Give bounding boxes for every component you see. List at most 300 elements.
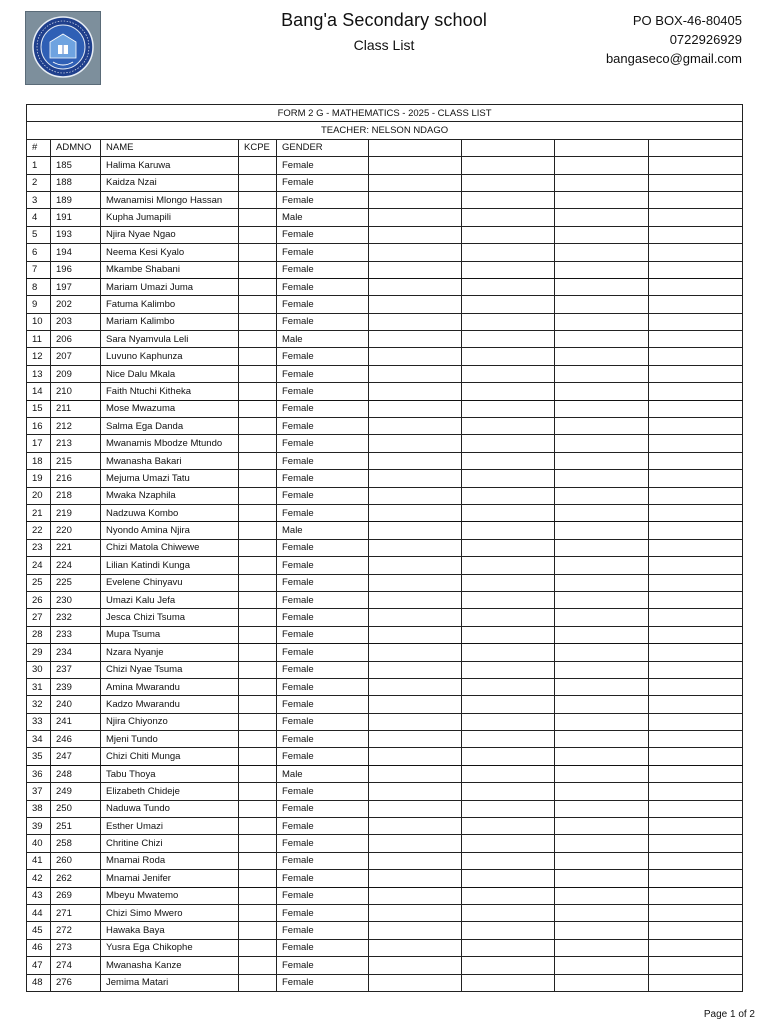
table-row [27, 365, 743, 382]
table-row [27, 800, 743, 817]
row-number: 37 [27, 783, 51, 800]
student-gender: Female [277, 609, 369, 626]
admission-number: 273 [51, 939, 101, 956]
blank-cell [649, 974, 743, 991]
blank-cell [462, 157, 555, 174]
table-row [27, 644, 743, 661]
kcpe-score [239, 887, 277, 904]
student-name: Chizi Simo Mwero [101, 904, 239, 921]
blank-cell [649, 157, 743, 174]
row-number: 41 [27, 852, 51, 869]
student-name: Mwaka Nzaphila [101, 487, 239, 504]
blank-cell [555, 278, 649, 295]
blank-cell [369, 313, 462, 330]
kcpe-score [239, 870, 277, 887]
blank-cell [555, 261, 649, 278]
blank-cell [462, 470, 555, 487]
kcpe-score [239, 678, 277, 695]
blank-cell [555, 783, 649, 800]
student-name: Mariam Kalimbo [101, 313, 239, 330]
student-name: Luvuno Kaphunza [101, 348, 239, 365]
admission-number: 234 [51, 644, 101, 661]
student-name: Kupha Jumapili [101, 209, 239, 226]
blank-cell [369, 470, 462, 487]
student-gender: Female [277, 296, 369, 313]
blank-cell [555, 209, 649, 226]
blank-cell [649, 487, 743, 504]
blank-cell [649, 731, 743, 748]
admission-number: 207 [51, 348, 101, 365]
admission-number: 241 [51, 713, 101, 730]
table-row [27, 783, 743, 800]
blank-cell [369, 818, 462, 835]
blank-cell [369, 296, 462, 313]
blank-cell [369, 504, 462, 521]
email-address: bangaseco@gmail.com [605, 51, 742, 66]
kcpe-score [239, 383, 277, 400]
blank-cell [462, 418, 555, 435]
admission-number: 276 [51, 974, 101, 991]
blank-cell [649, 348, 743, 365]
phone-number: 0722926929 [669, 32, 742, 47]
student-name: Mnamai Roda [101, 852, 239, 869]
blank-cell [462, 922, 555, 939]
blank-cell [369, 539, 462, 556]
row-number: 9 [27, 296, 51, 313]
kcpe-score [239, 313, 277, 330]
blank-cell [369, 887, 462, 904]
kcpe-score [239, 296, 277, 313]
student-gender: Female [277, 696, 369, 713]
blank-cell [462, 365, 555, 382]
blank-cell [369, 487, 462, 504]
table-row [27, 835, 743, 852]
student-name: Yusra Ega Chikophe [101, 939, 239, 956]
row-number: 45 [27, 922, 51, 939]
blank-cell [462, 904, 555, 921]
kcpe-score [239, 922, 277, 939]
blank-cell [369, 191, 462, 208]
table-row [27, 470, 743, 487]
student-gender: Female [277, 278, 369, 295]
table-row [27, 661, 743, 678]
blank-cell [462, 661, 555, 678]
student-name: Naduwa Tundo [101, 800, 239, 817]
column-header [462, 139, 555, 156]
row-number: 17 [27, 435, 51, 452]
kcpe-score [239, 504, 277, 521]
kcpe-score [239, 487, 277, 504]
kcpe-score [239, 191, 277, 208]
column-header: KCPE [239, 139, 277, 156]
blank-cell [555, 435, 649, 452]
student-gender: Female [277, 678, 369, 695]
row-number: 23 [27, 539, 51, 556]
table-row [27, 261, 743, 278]
student-name: Mkambe Shabani [101, 261, 239, 278]
blank-cell [555, 887, 649, 904]
student-gender: Female [277, 174, 369, 191]
blank-cell [555, 296, 649, 313]
blank-cell [369, 678, 462, 695]
student-gender: Female [277, 713, 369, 730]
blank-cell [555, 765, 649, 782]
blank-cell [369, 765, 462, 782]
table-row [27, 974, 743, 991]
student-name: Nice Dalu Mkala [101, 365, 239, 382]
admission-number: 240 [51, 696, 101, 713]
blank-cell [649, 904, 743, 921]
student-gender: Female [277, 870, 369, 887]
table-row [27, 765, 743, 782]
kcpe-score [239, 418, 277, 435]
blank-cell [369, 922, 462, 939]
blank-cell [462, 591, 555, 608]
blank-cell [369, 418, 462, 435]
student-name: Esther Umazi [101, 818, 239, 835]
admission-number: 191 [51, 209, 101, 226]
admission-number: 262 [51, 870, 101, 887]
blank-cell [462, 783, 555, 800]
blank-cell [369, 452, 462, 469]
admission-number: 202 [51, 296, 101, 313]
admission-number: 188 [51, 174, 101, 191]
admission-number: 206 [51, 331, 101, 348]
column-header: GENDER [277, 139, 369, 156]
blank-cell [555, 626, 649, 643]
table-row [27, 244, 743, 261]
table-row [27, 939, 743, 956]
blank-cell [462, 713, 555, 730]
blank-cell [555, 974, 649, 991]
student-name: Hawaka Baya [101, 922, 239, 939]
blank-cell [555, 244, 649, 261]
blank-cell [369, 835, 462, 852]
student-gender: Male [277, 209, 369, 226]
teacher-row [27, 122, 743, 139]
blank-cell [649, 418, 743, 435]
blank-cell [369, 852, 462, 869]
row-number: 22 [27, 522, 51, 539]
blank-cell [369, 974, 462, 991]
blank-cell [369, 365, 462, 382]
kcpe-score [239, 765, 277, 782]
table-row [27, 557, 743, 574]
blank-cell [649, 696, 743, 713]
student-name: Faith Ntuchi Kitheka [101, 383, 239, 400]
blank-cell [462, 348, 555, 365]
row-number: 39 [27, 818, 51, 835]
table-row [27, 748, 743, 765]
blank-cell [369, 522, 462, 539]
admission-number: 271 [51, 904, 101, 921]
student-gender: Female [277, 626, 369, 643]
blank-cell [649, 748, 743, 765]
kcpe-score [239, 783, 277, 800]
blank-cell [555, 574, 649, 591]
row-number: 32 [27, 696, 51, 713]
admission-number: 211 [51, 400, 101, 417]
student-name: Mwanamis Mbodze Mtundo [101, 435, 239, 452]
page-number: Page 1 of 2 [703, 1009, 755, 1020]
blank-cell [462, 191, 555, 208]
kcpe-score [239, 609, 277, 626]
student-gender: Female [277, 887, 369, 904]
row-number: 11 [27, 331, 51, 348]
table-row [27, 904, 743, 921]
table-row [27, 348, 743, 365]
blank-cell [369, 748, 462, 765]
blank-cell [369, 800, 462, 817]
blank-cell [555, 400, 649, 417]
admission-number: 185 [51, 157, 101, 174]
student-name: Halima Karuwa [101, 157, 239, 174]
blank-cell [369, 226, 462, 243]
table-row [27, 487, 743, 504]
admission-number: 269 [51, 887, 101, 904]
column-header: NAME [101, 139, 239, 156]
admission-number: 215 [51, 452, 101, 469]
table-row [27, 957, 743, 974]
admission-number: 233 [51, 626, 101, 643]
admission-number: 213 [51, 435, 101, 452]
kcpe-score [239, 557, 277, 574]
blank-cell [649, 557, 743, 574]
kcpe-score [239, 626, 277, 643]
student-gender: Female [277, 191, 369, 208]
row-number: 16 [27, 418, 51, 435]
blank-cell [649, 609, 743, 626]
student-gender: Female [277, 226, 369, 243]
column-header [555, 139, 649, 156]
student-gender: Female [277, 313, 369, 330]
admission-number: 246 [51, 731, 101, 748]
kcpe-score [239, 904, 277, 921]
blank-cell [649, 678, 743, 695]
blank-cell [649, 174, 743, 191]
admission-number: 194 [51, 244, 101, 261]
kcpe-score [239, 452, 277, 469]
blank-cell [555, 922, 649, 939]
table-row [27, 539, 743, 556]
blank-cell [555, 470, 649, 487]
blank-cell [555, 452, 649, 469]
student-name: Evelene Chinyavu [101, 574, 239, 591]
blank-cell [369, 261, 462, 278]
column-header [369, 139, 462, 156]
kcpe-score [239, 174, 277, 191]
student-gender: Female [277, 783, 369, 800]
table-row [27, 418, 743, 435]
blank-cell [649, 365, 743, 382]
student-name: Chizi Nyae Tsuma [101, 661, 239, 678]
row-number: 38 [27, 800, 51, 817]
blank-cell [555, 313, 649, 330]
blank-cell [462, 609, 555, 626]
student-name: Jesca Chizi Tsuma [101, 609, 239, 626]
blank-cell [369, 244, 462, 261]
blank-cell [649, 887, 743, 904]
blank-cell [555, 957, 649, 974]
blank-cell [462, 644, 555, 661]
student-gender: Female [277, 504, 369, 521]
student-gender: Female [277, 574, 369, 591]
blank-cell [369, 609, 462, 626]
table-row [27, 157, 743, 174]
blank-cell [649, 939, 743, 956]
admission-number: 221 [51, 539, 101, 556]
student-name: Elizabeth Chideje [101, 783, 239, 800]
blank-cell [555, 226, 649, 243]
row-number: 29 [27, 644, 51, 661]
row-number: 44 [27, 904, 51, 921]
row-number: 12 [27, 348, 51, 365]
admission-number: 189 [51, 191, 101, 208]
blank-cell [649, 818, 743, 835]
row-number: 20 [27, 487, 51, 504]
po-box: PO BOX-46-80405 [632, 13, 742, 28]
row-number: 35 [27, 748, 51, 765]
blank-cell [369, 870, 462, 887]
blank-cell [369, 157, 462, 174]
table-row [27, 922, 743, 939]
blank-cell [649, 435, 743, 452]
table-title-row [27, 105, 743, 122]
row-number: 7 [27, 261, 51, 278]
kcpe-score [239, 713, 277, 730]
blank-cell [555, 904, 649, 921]
blank-cell [555, 591, 649, 608]
student-name: Salma Ega Danda [101, 418, 239, 435]
kcpe-score [239, 226, 277, 243]
student-gender: Female [277, 644, 369, 661]
row-number: 24 [27, 557, 51, 574]
blank-cell [462, 313, 555, 330]
student-name: Nadzuwa Kombo [101, 504, 239, 521]
kcpe-score [239, 974, 277, 991]
blank-cell [555, 678, 649, 695]
table-row [27, 887, 743, 904]
table-row [27, 313, 743, 330]
row-number: 27 [27, 609, 51, 626]
admission-number: 216 [51, 470, 101, 487]
student-name: Nyondo Amina Njira [101, 522, 239, 539]
admission-number: 258 [51, 835, 101, 852]
blank-cell [649, 922, 743, 939]
row-number: 6 [27, 244, 51, 261]
admission-number: 232 [51, 609, 101, 626]
blank-cell [462, 296, 555, 313]
row-number: 34 [27, 731, 51, 748]
row-number: 43 [27, 887, 51, 904]
blank-cell [462, 800, 555, 817]
blank-cell [649, 191, 743, 208]
row-number: 4 [27, 209, 51, 226]
admission-number: 272 [51, 922, 101, 939]
admission-number: 220 [51, 522, 101, 539]
admission-number: 239 [51, 678, 101, 695]
blank-cell [649, 244, 743, 261]
student-name: Mbeyu Mwatemo [101, 887, 239, 904]
contact-block [606, 11, 742, 68]
table-row [27, 191, 743, 208]
student-gender: Male [277, 331, 369, 348]
row-number: 46 [27, 939, 51, 956]
kcpe-score [239, 348, 277, 365]
kcpe-score [239, 818, 277, 835]
table-row [27, 591, 743, 608]
admission-number: 225 [51, 574, 101, 591]
row-number: 30 [27, 661, 51, 678]
student-gender: Female [277, 348, 369, 365]
row-number: 42 [27, 870, 51, 887]
blank-cell [462, 835, 555, 852]
table-row [27, 452, 743, 469]
blank-cell [462, 678, 555, 695]
blank-cell [649, 591, 743, 608]
kcpe-score [239, 957, 277, 974]
blank-cell [369, 713, 462, 730]
student-name: Lilian Katindi Kunga [101, 557, 239, 574]
blank-cell [555, 191, 649, 208]
blank-cell [649, 261, 743, 278]
student-gender: Female [277, 731, 369, 748]
blank-cell [369, 644, 462, 661]
blank-cell [649, 470, 743, 487]
blank-cell [649, 296, 743, 313]
admission-number: 230 [51, 591, 101, 608]
kcpe-score [239, 661, 277, 678]
blank-cell [462, 731, 555, 748]
student-name: Mwanasha Kanze [101, 957, 239, 974]
blank-cell [555, 713, 649, 730]
table-row [27, 278, 743, 295]
blank-cell [555, 522, 649, 539]
blank-cell [555, 731, 649, 748]
document-title: Class List [353, 37, 415, 53]
row-number: 21 [27, 504, 51, 521]
kcpe-score [239, 157, 277, 174]
blank-cell [555, 365, 649, 382]
blank-cell [369, 435, 462, 452]
blank-cell [649, 331, 743, 348]
blank-cell [462, 939, 555, 956]
blank-cell [555, 383, 649, 400]
student-name: Mjeni Tundo [101, 731, 239, 748]
blank-cell [462, 400, 555, 417]
admission-number: 251 [51, 818, 101, 835]
student-gender: Female [277, 939, 369, 956]
student-name: Mnamai Jenifer [101, 870, 239, 887]
student-gender: Female [277, 383, 369, 400]
blank-cell [649, 400, 743, 417]
blank-cell [462, 452, 555, 469]
table-row [27, 435, 743, 452]
blank-cell [555, 852, 649, 869]
blank-cell [555, 348, 649, 365]
student-gender: Female [277, 470, 369, 487]
blank-cell [649, 835, 743, 852]
row-number: 31 [27, 678, 51, 695]
blank-cell [462, 974, 555, 991]
blank-cell [555, 157, 649, 174]
row-number: 36 [27, 765, 51, 782]
table-title: FORM 2 G - MATHEMATICS - 2025 - CLASS LIST [27, 105, 743, 122]
table-row [27, 504, 743, 521]
kcpe-score [239, 644, 277, 661]
blank-cell [369, 731, 462, 748]
row-number: 26 [27, 591, 51, 608]
